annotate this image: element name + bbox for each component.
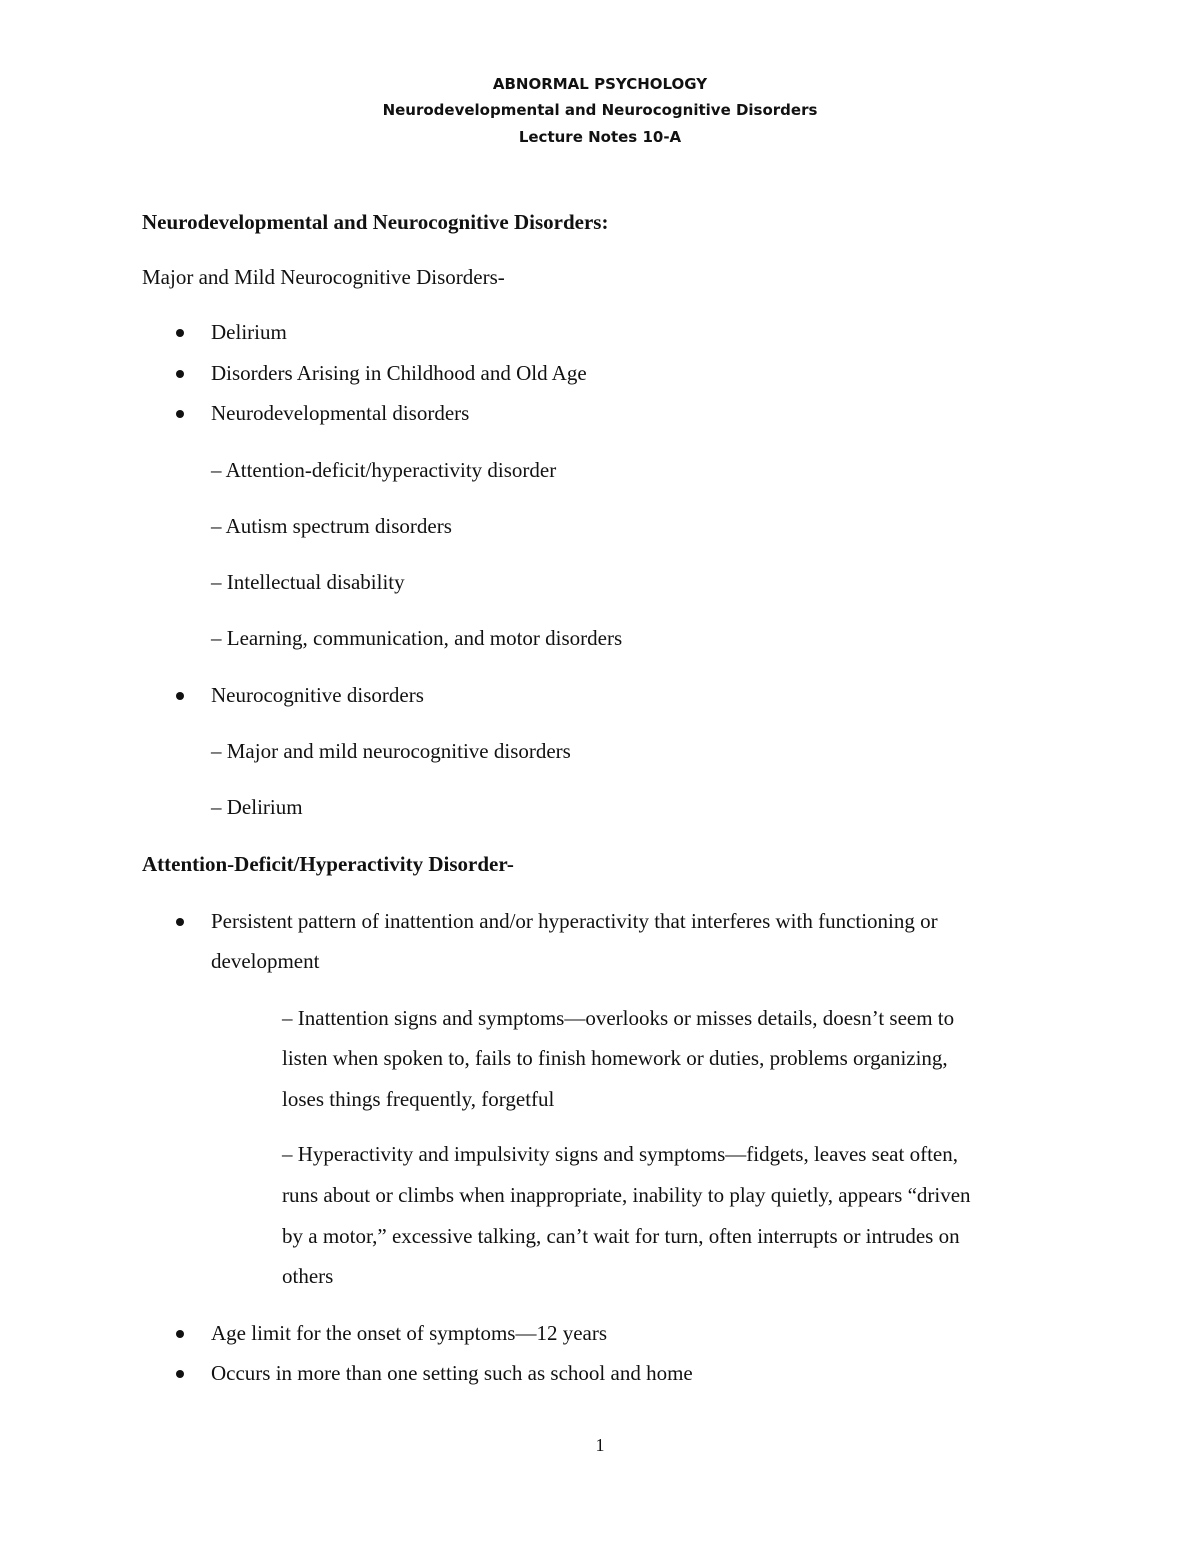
sub-list-item: – Learning, communication, and motor disorders (211, 626, 623, 650)
lecture-notes-label: Lecture Notes 10-A (518, 128, 682, 146)
bullet-icon (176, 692, 184, 700)
paragraph-line: others (282, 1264, 334, 1288)
list-item: Occurs in more than one setting such as school and home (211, 1361, 693, 1385)
bullet-icon (176, 329, 184, 337)
bullet-icon (176, 918, 184, 926)
sub-list-item: – Delirium (211, 795, 303, 819)
section-heading-adhd: Attention-Deficit/Hyperactivity Disorder- (142, 852, 514, 876)
list-item: Age limit for the onset of symptoms—12 years (211, 1321, 608, 1345)
paragraph-line: by a motor,” excessive talking, can’t wait for turn, often interrupts or intrudes on (282, 1224, 960, 1248)
sub-list-item: – Major and mild neurocognitive disorders (211, 739, 571, 763)
bullet-icon (176, 410, 184, 418)
sub-list-item: – Attention-deficit/hyperactivity disorder (211, 458, 557, 482)
bullet-icon (176, 1330, 184, 1338)
section-heading-disorders: Neurodevelopmental and Neurocognitive Disorders: (142, 210, 609, 234)
paragraph-line: loses things frequently, forgetful (282, 1087, 555, 1111)
list-item: Neurocognitive disorders (211, 683, 424, 707)
list-item: Neurodevelopmental disorders (211, 401, 470, 425)
paragraph-line: listen when spoken to, fails to finish homework or duties, problems organizing, (282, 1046, 948, 1070)
paragraph-line: – Inattention signs and symptoms—overlooks or misses details, doesn’t seem to (282, 1006, 955, 1030)
course-title: ABNORMAL PSYCHOLOGY (492, 75, 708, 93)
list-item: Delirium (211, 320, 287, 344)
intro-line: Major and Mild Neurocognitive Disorders- (142, 265, 505, 289)
paragraph-line: runs about or climbs when inappropriate, inability to play quietly, appears “driven (282, 1183, 971, 1207)
bullet-icon (176, 1370, 184, 1378)
sub-list-item: – Intellectual disability (211, 570, 405, 594)
sub-list-item: – Autism spectrum disorders (211, 514, 452, 538)
paragraph-line: – Hyperactivity and impulsivity signs and symptoms—fidgets, leaves seat often, (282, 1142, 958, 1166)
paragraph-line: development (211, 949, 320, 973)
bullet-icon (176, 370, 184, 378)
topic-title: Neurodevelopmental and Neurocognitive Disorders (382, 101, 818, 119)
paragraph-line: Persistent pattern of inattention and/or hyperactivity that interferes with functioning or (211, 909, 938, 933)
list-item: Disorders Arising in Childhood and Old Age (211, 361, 587, 385)
page-number: 1 (595, 1435, 605, 1455)
